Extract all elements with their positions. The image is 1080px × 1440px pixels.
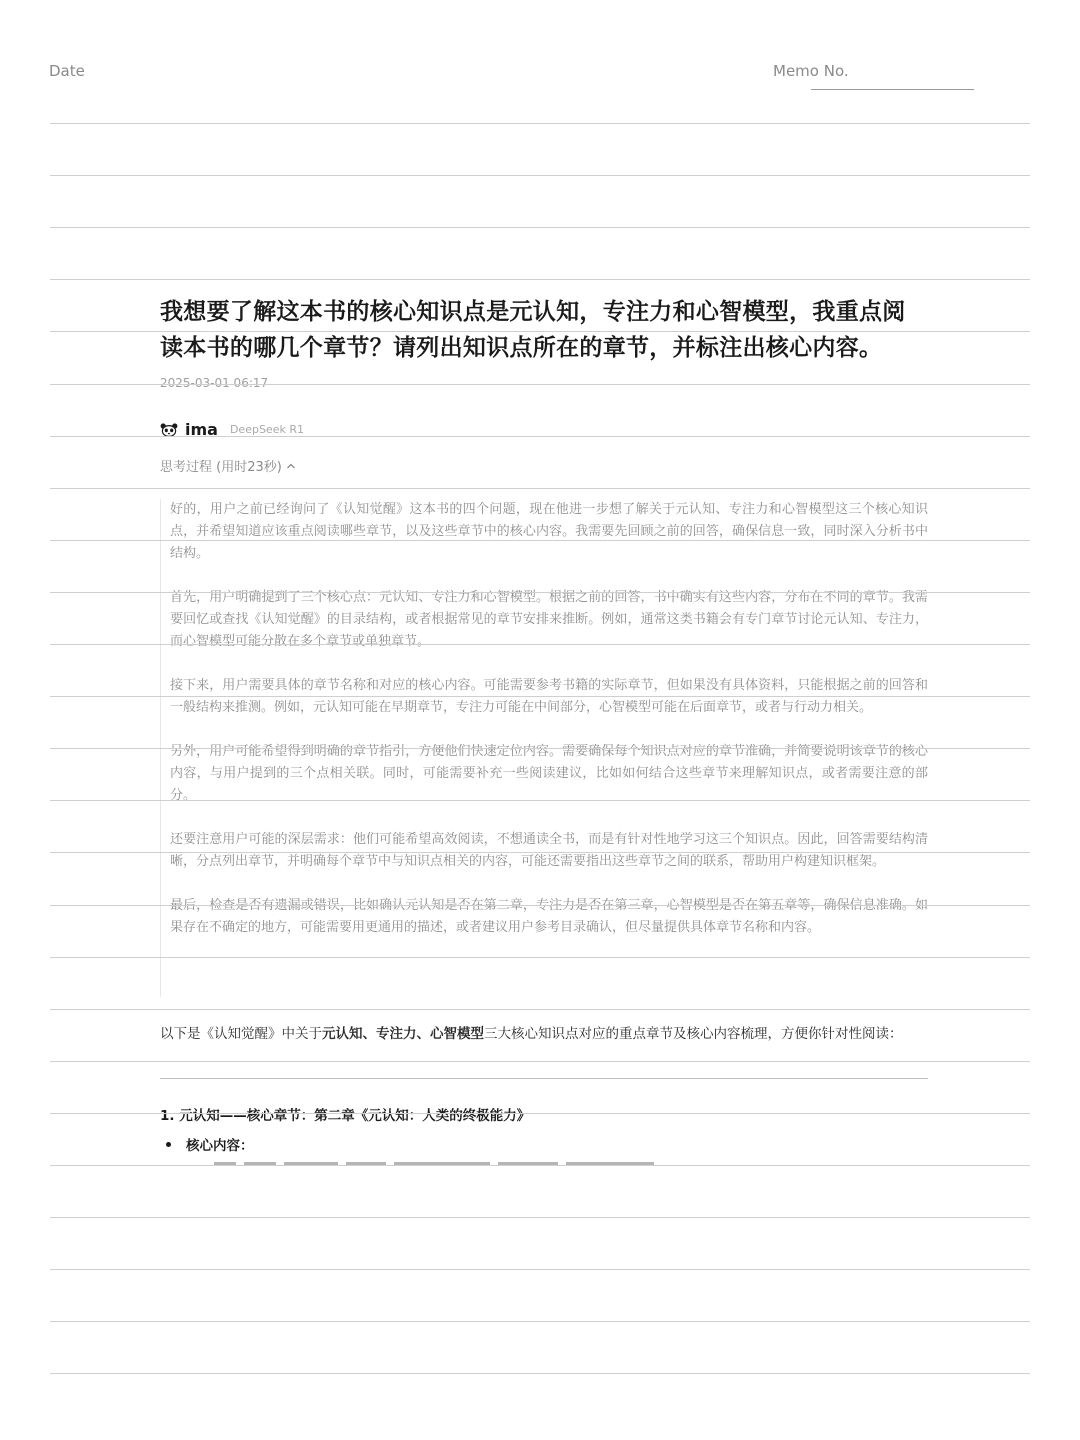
model-badge: DeepSeek R1 [229,422,304,436]
cutoff-text-fragment [214,1161,674,1166]
answer-intro [160,1022,928,1047]
ruled-line [50,175,1030,176]
answer-intro-suffix: 三大核心知识点对应的重点章节及核心内容梳理，方便你针对性阅读： [484,1026,903,1042]
thinking-paragraph: 还要注意用户可能的深层需求：他们可能希望高效阅读，不想通读全书，而是有针对性地学习这三个知识点。因此，回答需要结构清晰，分点列出章节，并明确每个章节中与知识点相关的内容，可能还需要指出这些章节之间的联系，帮助用户构建知识框架。 [170,832,928,869]
thinking-toggle-label: 思考过程 (用时23秒) [160,459,282,475]
answer-divider [160,1078,928,1079]
thinking-paragraph: 好的，用户之前已经询问了《认知觉醒》这本书的四个问题，现在他进一步想了解关于元认知、专注力和心智模型这三个核心知识点，并希望知道应该重点阅读哪些章节，以及这些章节中的核心内容。我需要先回顾之前的回答，确保信息一致，同时深入分析书中结构。 [170,502,928,561]
answer-intro-keywords: 元认知、专注力、心智模型 [322,1026,484,1042]
thinking-content [160,499,928,997]
memo-number-underline [811,89,974,90]
bullet-dot [166,1142,171,1147]
section-heading: 1. 元认知——核心章节：第二章《元认知：人类的终极能力》 [160,1108,531,1124]
ruled-line [50,1321,1030,1322]
cutoff-text-bar [284,1162,338,1166]
assistant-header [160,418,928,440]
cutoff-text-bar [566,1162,654,1166]
date-label: Date [49,62,85,80]
ruled-line [50,1061,1030,1062]
cutoff-text-bar [394,1162,490,1166]
cutoff-text-bar [346,1162,386,1166]
cutoff-text-bar [214,1162,236,1166]
ruled-line [50,1269,1030,1270]
chat-note [160,294,928,997]
thinking-paragraph: 最后，检查是否有遗漏或错误，比如确认元认知是否在第二章，专注力是否在第三章，心智模型是否在第五章等，确保信息准确。如果存在不确定的地方，可能需要用更通用的描述，或者建议用户参考目录确认，但尽量提供具体章节名称和内容。 [170,898,928,935]
thinking-paragraph: 另外，用户可能希望得到明确的章节指引，方便他们快速定位内容。需要确保每个知识点对应的章节准确，并简要说明该章节的核心内容，与用户提到的三个点相关联。同时，可能需要补充一些阅读建议，比如如何结合这些章节来理解知识点，或者需要注意的部分。 [170,744,928,803]
bullet-label: 核心内容： [186,1138,254,1154]
memo-number-label: Memo No. [773,62,849,80]
ruled-line [50,1009,1030,1010]
thinking-paragraph: 首先，用户明确提到了三个核心点：元认知、专注力和心智模型。根据之前的回答，书中确实有这些内容，分布在不同的章节。我需要回忆或查找《认知觉醒》的目录结构，或者根据常见的章节安排来推断。例如，通常这类书籍会有专门章节讨论元认知、专注力，而心智模型可能分散在多个章节或单独章节。 [170,590,928,649]
thinking-toggle[interactable] [160,455,928,475]
ruled-line [50,123,1030,124]
question-timestamp: 2025-03-01 06:17 [160,376,269,390]
bullet-item [166,1134,254,1154]
ruled-line [50,227,1030,228]
ruled-line [50,279,1030,280]
chevron-up-icon [286,460,296,470]
cutoff-text-bar [244,1162,276,1166]
answer-intro-prefix: 以下是《认知觉醒》中关于 [160,1026,322,1042]
assistant-name: ima [185,419,218,439]
thinking-paragraph: 接下来，用户需要具体的章节名称和对应的核心内容。可能需要参考书籍的实际章节，但如果没有具体资料，只能根据之前的回答和一般结构来推测。例如，元认知可能在早期章节，专注力可能在中间部分，心智模型可能在后面章节，或者与行动力相关。 [170,678,928,715]
cutoff-text-bar [498,1162,558,1166]
panda-icon [160,422,178,436]
ruled-line [50,1217,1030,1218]
memo-header [0,0,1080,100]
question-title: 我想要了解这本书的核心知识点是元认知，专注力和心智模型，我重点阅读本书的哪几个章节？请列出知识点所在的章节，并标注出核心内容。 [160,299,906,361]
ruled-line [50,1373,1030,1374]
